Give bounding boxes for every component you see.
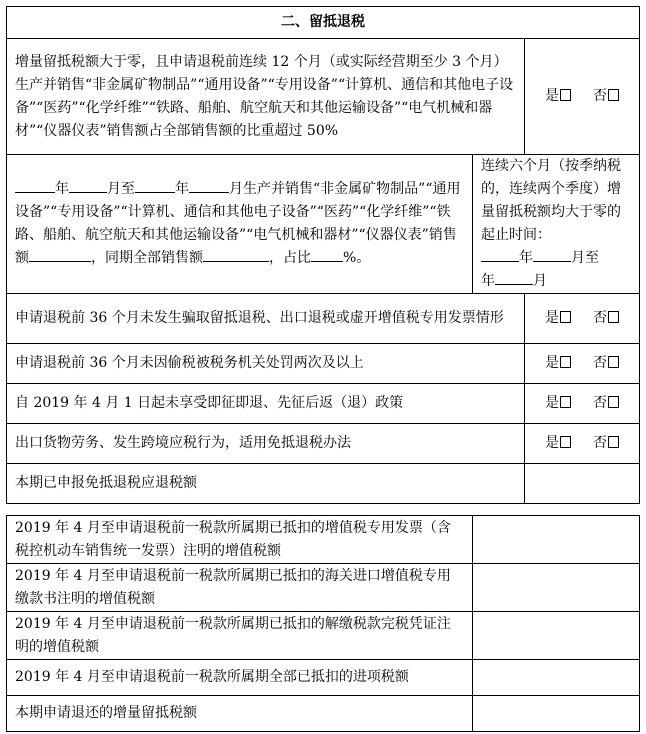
end-month-field[interactable] [189, 178, 229, 193]
side-end-year-field[interactable] [495, 270, 533, 285]
no-option[interactable]: 否 [593, 307, 619, 330]
export-refund-amount-label: 本期已申报免抵退税应退税额 [7, 464, 525, 504]
end-year-field[interactable] [135, 178, 175, 193]
yes-option[interactable]: 是 [545, 432, 571, 455]
customs-tax-field[interactable] [473, 564, 640, 612]
yes-option[interactable]: 是 [545, 352, 571, 375]
no-option[interactable]: 否 [593, 392, 619, 415]
yes-no-choice [525, 424, 640, 464]
yes-checkbox[interactable] [560, 311, 571, 323]
side-start-year-field[interactable] [481, 247, 519, 262]
total-input-tax-label: 2019 年 4 月至申请退税前一税款所属期全部已抵扣的进项税额 [7, 660, 473, 696]
yes-checkbox[interactable] [560, 356, 571, 368]
no-checkbox[interactable] [608, 89, 619, 101]
sales-amount-field[interactable] [29, 247, 91, 262]
no-checkbox[interactable] [608, 311, 619, 323]
no-checkbox[interactable] [608, 436, 619, 448]
sales-period-declaration: 年 月至 年 月生产并销售“非金属矿物制品”“通用设备”“专用设备”“计算机、通信和其他电子设备”“医药”“化学纤维”“铁路、船舶、航空航天和其他运输设备”“电气机械和器材”“仪器仪表”销售额 ，同期全部销售额 ，占比 %。 [7, 155, 473, 294]
no-option[interactable]: 否 [593, 352, 619, 375]
special-invoice-tax-field[interactable] [473, 516, 640, 564]
condition-no-fraud: 申请退税前 36 个月未发生骗取留抵退税、出口退税或虚开增值税专用发票情形 [7, 294, 525, 344]
tax-payment-certificate-field[interactable] [473, 612, 640, 660]
special-invoice-tax-label: 2019 年 4 月至申请退税前一税款所属期已抵扣的增值税专用发票（含税控机动车销售统一发票）注明的增值税额 [7, 516, 473, 564]
condition-no-preferential-policy: 自 2019 年 4 月 1 日起未享受即征即退、先征后返（退）政策 [7, 384, 525, 424]
incremental-refund-field[interactable] [473, 696, 640, 732]
tax-payment-certificate-label: 2019 年 4 月至申请退税前一税款所属期已抵扣的解缴税款完税凭证注明的增值税额 [7, 612, 473, 660]
yes-checkbox[interactable] [560, 89, 571, 101]
total-input-tax-field[interactable] [473, 660, 640, 696]
yes-checkbox[interactable] [560, 436, 571, 448]
start-year-field[interactable] [15, 178, 55, 193]
yes-no-choice [525, 39, 640, 155]
export-refund-amount-field[interactable] [525, 464, 640, 504]
yes-checkbox[interactable] [560, 396, 571, 408]
input-tax-table [6, 515, 640, 732]
yes-no-choice [525, 294, 640, 344]
customs-tax-label: 2019 年 4 月至申请退税前一税款所属期已抵扣的海关进口增值税专用缴款书注明的增值税额 [7, 564, 473, 612]
condition-export-method: 出口货物劳务、发生跨境应税行为，适用免抵退税办法 [7, 424, 525, 464]
side-start-month-field[interactable] [533, 247, 571, 262]
yes-no-choice [525, 384, 640, 424]
condition-no-penalty: 申请退税前 36 个月未因偷税被税务机关处罚两次及以上 [7, 344, 525, 384]
no-checkbox[interactable] [608, 356, 619, 368]
incremental-refund-label: 本期申请退还的增量留抵税额 [7, 696, 473, 732]
yes-option[interactable]: 是 [545, 392, 571, 415]
total-sales-field[interactable] [203, 247, 269, 262]
section-title: 二、留抵退税 [7, 7, 640, 39]
condition-sales-ratio: 增量留抵税额大于零，且申请退税前连续 12 个月（或实际经营期至少 3 个月）生产并销售“非金属矿物制品”“通用设备”“专用设备”“计算机、通信和其他电子设备”“医药”“化学纤维”“铁路、船舶、航空航天和其他运输设备”“电气机械和器材”“仪器仪表”销售额占全部销售额的比重超过 50% [7, 39, 525, 155]
no-checkbox[interactable] [608, 396, 619, 408]
yes-option[interactable]: 是 [545, 85, 571, 108]
no-option[interactable]: 否 [593, 85, 619, 108]
refund-conditions-table [6, 6, 640, 504]
yes-option[interactable]: 是 [545, 307, 571, 330]
yes-no-choice [525, 344, 640, 384]
start-month-field[interactable] [69, 178, 107, 193]
no-option[interactable]: 否 [593, 432, 619, 455]
ratio-field[interactable] [311, 247, 343, 262]
refund-period-side-note: 连续六个月（按季纳税的，连续两个季度）增量留抵税额均大于零的起止时间： 年 月至 年 月 [473, 155, 640, 294]
